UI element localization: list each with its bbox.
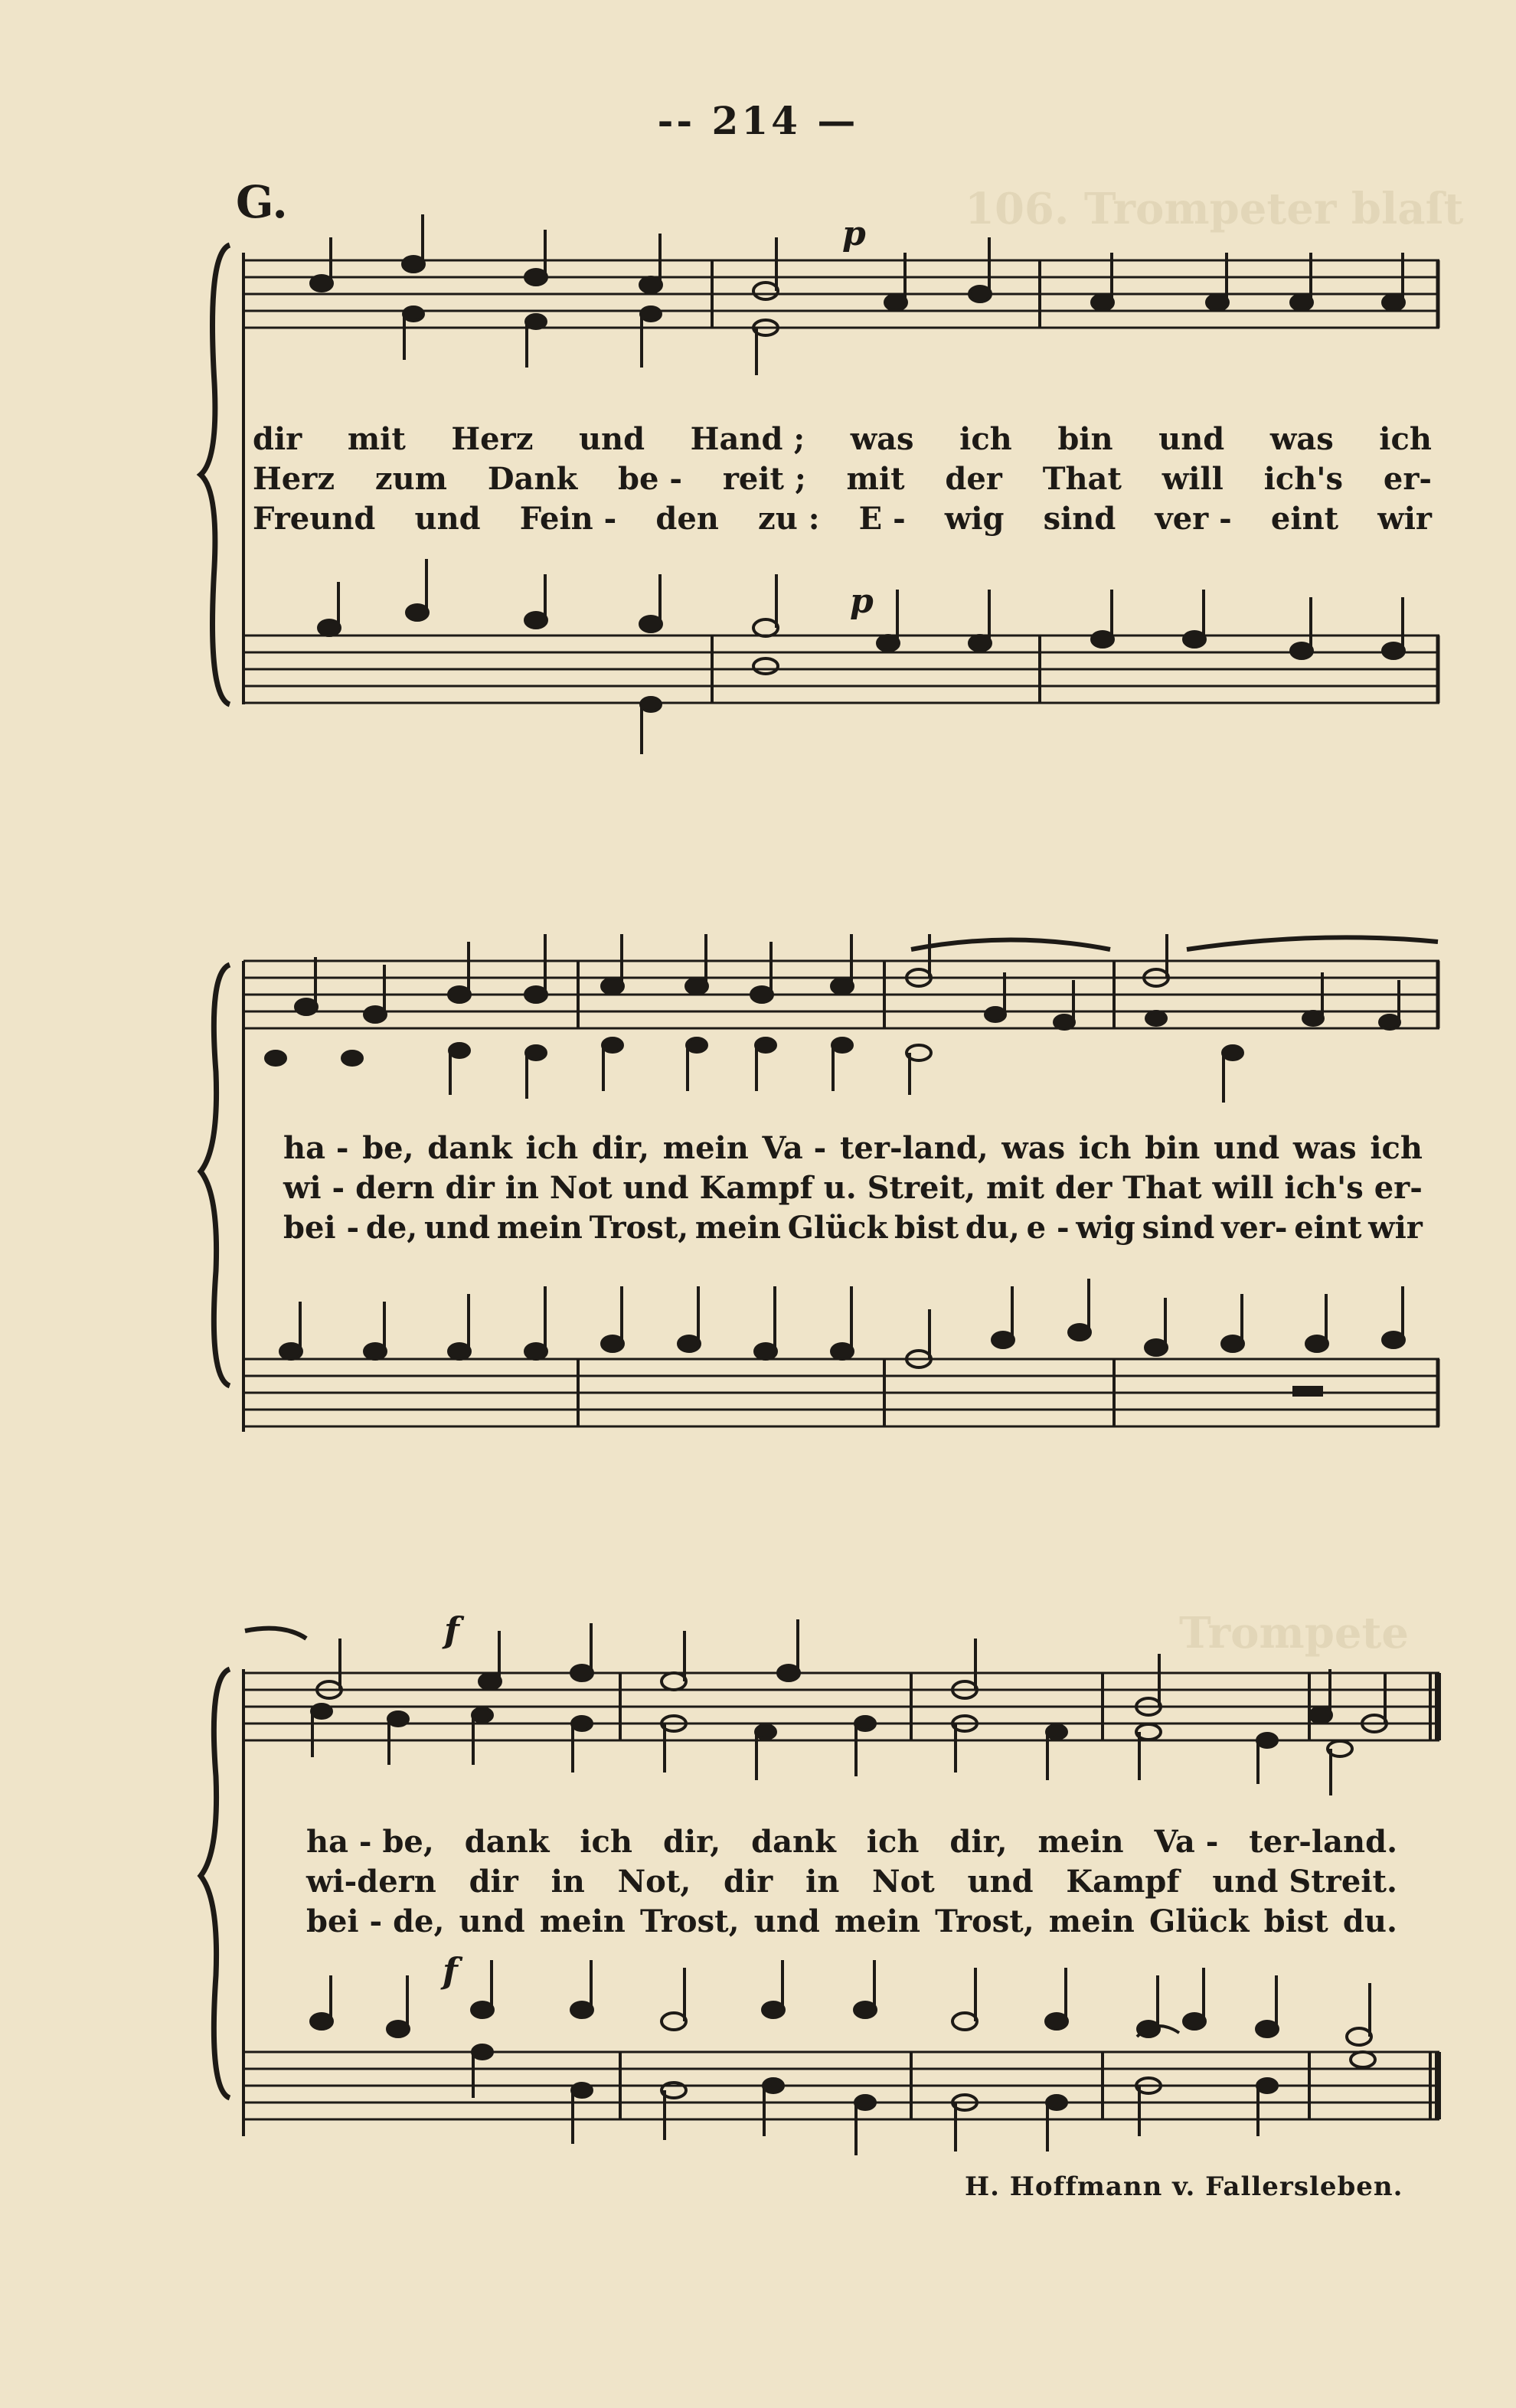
lyric-syllable: ich's	[1263, 461, 1344, 497]
lyrics-block-3	[306, 1822, 1397, 1942]
lyrics-block-2	[283, 1129, 1423, 1248]
lyric-syllable: dir,	[949, 1824, 1008, 1860]
lyric-syllable: Hand ;	[690, 421, 805, 457]
lyric-syllable: in	[551, 1864, 585, 1900]
lyric-syllable: und	[414, 501, 481, 537]
lyric-syllable: mein	[694, 1210, 781, 1246]
lyric-syllable: in	[805, 1864, 840, 1900]
lyric-syllable: Va -	[1154, 1824, 1219, 1860]
lyric-syllable: mit	[985, 1170, 1044, 1206]
lyric-syllable: ver-	[1221, 1210, 1288, 1246]
lyric-syllable: bist	[894, 1210, 959, 1246]
lyric-syllable: That	[1042, 461, 1122, 497]
lyric-syllable: Glück	[1148, 1903, 1250, 1939]
lyric-line	[306, 1862, 1397, 1902]
lyric-syllable: dern	[355, 1170, 435, 1206]
lyric-syllable: Dank	[487, 461, 578, 497]
lyric-syllable: in	[505, 1170, 539, 1206]
lyric-syllable: ha - be,	[306, 1824, 434, 1860]
lyric-syllable: ich	[580, 1824, 632, 1860]
lyric-syllable: Not	[872, 1864, 935, 1900]
lyric-syllable: dank	[751, 1824, 836, 1860]
bleed-through-text: Trompete	[1179, 1608, 1409, 1658]
lyric-syllable: Herz	[253, 461, 335, 497]
lyric-line	[306, 1902, 1397, 1942]
lyric-syllable: be,	[362, 1130, 414, 1166]
lyric-syllable: mein	[496, 1210, 583, 1246]
lyric-syllable: wir	[1368, 1210, 1423, 1246]
lyric-syllable: dir	[724, 1864, 773, 1900]
lyric-line	[283, 1168, 1423, 1208]
lyric-syllable: der	[945, 461, 1002, 497]
lyric-syllable: wi-dern	[306, 1864, 436, 1900]
lyric-syllable: und	[423, 1210, 491, 1246]
lyric-syllable: zum	[374, 461, 447, 497]
dynamic-marking: f	[443, 1950, 458, 1991]
lyric-syllable: Trost,	[935, 1903, 1034, 1939]
lyric-syllable: eint	[1294, 1210, 1362, 1246]
lyric-syllable: ich	[525, 1130, 579, 1166]
lyric-syllable: er-	[1383, 461, 1432, 497]
lyric-syllable: Trost,	[640, 1903, 740, 1939]
section-mark: G.	[236, 176, 288, 228]
lyric-syllable: mein	[662, 1130, 749, 1166]
lyric-syllable: ich	[1078, 1130, 1132, 1166]
lyric-syllable: bei -	[283, 1210, 360, 1246]
lyric-syllable: was	[1001, 1130, 1066, 1166]
lyric-syllable: ich	[1379, 421, 1432, 457]
lyric-syllable: ver -	[1155, 501, 1232, 537]
lyric-syllable: bin	[1145, 1130, 1201, 1166]
lyric-syllable: was	[1269, 421, 1334, 457]
lyric-syllable: und	[578, 421, 645, 457]
lyric-syllable: bin	[1057, 421, 1113, 457]
lyric-syllable: Glück	[787, 1210, 888, 1246]
lyric-syllable: mein	[1037, 1824, 1124, 1860]
lyric-syllable: und	[622, 1170, 689, 1206]
bleed-through-text: 106. Trompeter blaſt	[965, 184, 1464, 234]
lyric-syllable: was	[850, 421, 914, 457]
lyric-syllable: Kampf	[1066, 1864, 1180, 1900]
lyric-syllable: mit	[347, 421, 406, 457]
lyric-syllable: u. Streit,	[823, 1170, 976, 1206]
lyric-syllable: mein	[1048, 1903, 1135, 1939]
lyric-syllable: be -	[618, 461, 682, 497]
lyric-syllable: sind	[1043, 501, 1116, 537]
lyric-line	[283, 1129, 1423, 1168]
lyric-syllable: dir	[253, 421, 302, 457]
lyric-line	[253, 499, 1432, 539]
lyric-syllable: was	[1292, 1130, 1357, 1166]
lyric-syllable: bist	[1263, 1903, 1328, 1939]
lyric-syllable: dir,	[591, 1130, 650, 1166]
lyric-syllable: That	[1122, 1170, 1202, 1206]
lyric-syllable: du.	[1342, 1903, 1397, 1939]
lyric-syllable: ich	[866, 1824, 920, 1860]
lyric-syllable: Freund	[253, 501, 376, 537]
lyric-syllable: dir,	[662, 1824, 721, 1860]
lyric-syllable: und	[967, 1864, 1034, 1900]
lyric-syllable: dir	[445, 1170, 495, 1206]
lyric-syllable: will	[1162, 461, 1224, 497]
lyric-syllable: mit	[846, 461, 905, 497]
lyric-syllable: sind	[1142, 1210, 1215, 1246]
lyric-syllable: Not	[549, 1170, 613, 1206]
lyric-syllable: du,	[965, 1210, 1020, 1246]
lyric-syllable: mein	[539, 1903, 626, 1939]
lyric-syllable: will	[1212, 1170, 1274, 1206]
dynamic-marking: f	[444, 1609, 459, 1651]
lyric-syllable: Kampf	[699, 1170, 813, 1206]
lyric-syllable: er-	[1374, 1170, 1423, 1206]
lyric-syllable: Not,	[617, 1864, 691, 1900]
lyric-syllable: de,	[365, 1210, 418, 1246]
lyric-syllable: dir	[469, 1864, 518, 1900]
lyric-syllable: Trost,	[589, 1210, 689, 1246]
lyric-syllable: ter-land,	[839, 1130, 988, 1166]
lyric-line	[306, 1822, 1397, 1862]
lyric-syllable: und	[1214, 1130, 1280, 1166]
lyric-syllable: und Streit.	[1212, 1864, 1397, 1900]
lyric-syllable: eint	[1270, 501, 1339, 537]
lyric-syllable: ter-land.	[1249, 1824, 1397, 1860]
lyric-syllable: Va -	[762, 1130, 827, 1166]
music-system-1	[0, 0, 1516, 766]
lyric-syllable: dank	[427, 1130, 512, 1166]
lyric-line	[253, 459, 1432, 499]
lyric-syllable: zu :	[758, 501, 820, 537]
lyric-syllable: E -	[858, 501, 906, 537]
dynamic-marking: p	[842, 214, 866, 253]
lyric-syllable: bei - de,	[306, 1903, 445, 1939]
lyric-syllable: den	[655, 501, 719, 537]
lyric-syllable: ich	[1370, 1130, 1423, 1166]
page-number: -- 214 —	[657, 98, 859, 143]
lyric-syllable: reit ;	[722, 461, 806, 497]
lyric-syllable: und	[1158, 421, 1225, 457]
lyric-syllable: ha -	[283, 1130, 349, 1166]
dynamic-marking: p	[850, 582, 874, 621]
lyrics-block-1	[253, 420, 1432, 539]
lyric-syllable: wir	[1377, 501, 1432, 537]
lyric-syllable: wi -	[283, 1170, 345, 1206]
lyric-syllable: wig	[1076, 1210, 1135, 1246]
lyric-syllable: ich	[959, 421, 1012, 457]
lyric-syllable: mein	[834, 1903, 920, 1939]
lyric-syllable: und	[753, 1903, 820, 1939]
lyric-syllable: dank	[464, 1824, 550, 1860]
lyric-line	[283, 1208, 1423, 1248]
lyric-line	[253, 420, 1432, 459]
author-credit: H. Hoffmann v. Fallersleben.	[965, 2171, 1403, 2202]
lyric-syllable: wig	[944, 501, 1005, 537]
lyric-syllable: und	[459, 1903, 525, 1939]
lyric-syllable: Fein -	[519, 501, 617, 537]
lyric-syllable: der	[1054, 1170, 1112, 1206]
lyric-syllable: Herz	[451, 421, 534, 457]
lyric-syllable: e -	[1026, 1210, 1070, 1246]
lyric-syllable: ich's	[1284, 1170, 1364, 1206]
